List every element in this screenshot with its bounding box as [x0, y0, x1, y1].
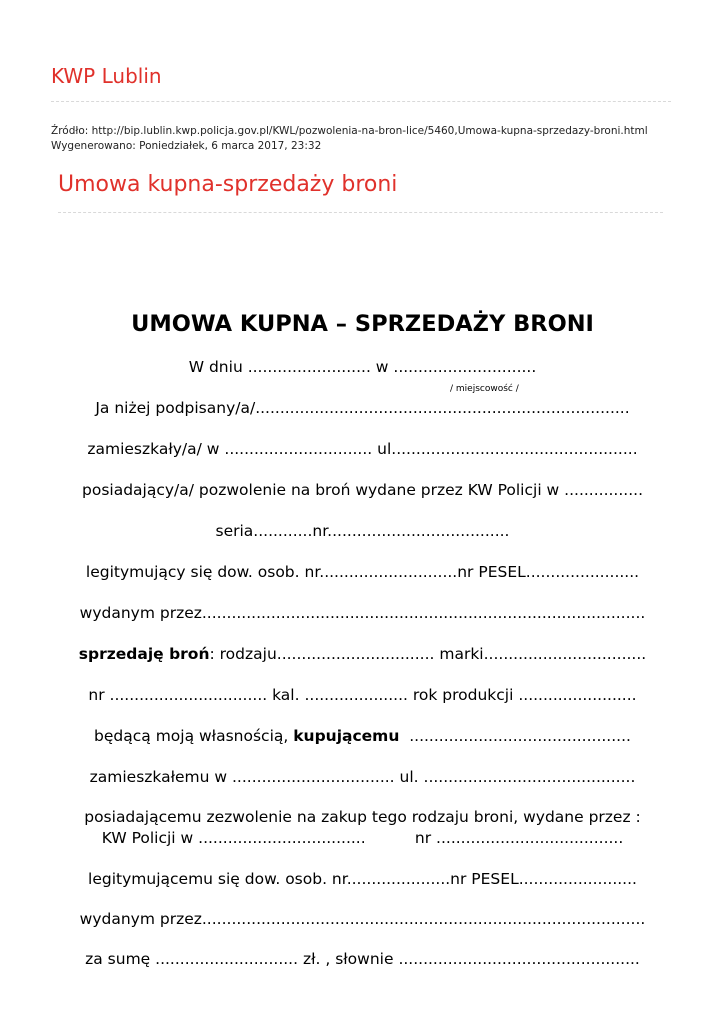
seller-id-line: legitymujący się dow. osob. nr............................nr PESEL.......................	[85, 563, 640, 581]
buyer-line	[0, 727, 725, 745]
document-title: Umowa kupna-sprzedaży broni	[58, 172, 398, 197]
weapon-details-line: nr ................................ kal. ..................... rok produkcji ........................	[88, 686, 637, 704]
header-divider	[51, 101, 671, 102]
buyer-id-issuer-line: wydanym przez..........................................................................................	[79, 910, 646, 928]
site-title: KWP Lublin	[51, 64, 162, 88]
meta-info	[51, 124, 648, 154]
buyer-address-line: zamieszkałemu w ................................. ul. ...........................................	[89, 768, 636, 786]
place-note: / miejscowość /	[450, 384, 519, 394]
buyer-permit-issuer-line: KW Policji w .................................. nr ......................................	[101, 829, 624, 847]
buyer-id-line: legitymującemu się dow. osob. nr.....................nr PESEL........................	[88, 870, 637, 888]
seller-permit-line: posiadający/a/ pozwolenie na broń wydane przez KW Policji w ................	[82, 481, 643, 499]
seller-name-line: Ja niżej podpisany/a/............................................................................	[95, 399, 630, 417]
date-place-line: W dniu ......................... w .............................	[188, 358, 537, 376]
seller-id-issuer-line: wydanym przez..........................................................................................	[79, 604, 646, 622]
ownership-text: będącą moją własnością,	[94, 727, 294, 745]
weapon-type-fields: : rodzaju................................ marki.................................	[209, 645, 647, 663]
seller-address-line: zamieszkały/a/ w .............................. ul..................................................	[87, 440, 638, 458]
source-line: Źródło: http://bip.lublin.kwp.policja.gov.pl/KWL/pozwolenia-na-bron-lice/5460,Umowa-kupna-sprzedazy-broni.html	[51, 125, 648, 137]
form-title: UMOWA KUPNA – SPRZEDAŻY BRONI	[131, 311, 594, 337]
generated-line: Wygenerowano: Poniedziałek, 6 marca 2017, 23:32	[51, 140, 322, 152]
weapon-type-line	[0, 645, 725, 663]
buyer-name-field: .............................................	[399, 727, 631, 745]
buyer-label: kupującemu	[293, 727, 400, 745]
price-line: za sumę ............................. zł. , słownie .................................................	[85, 950, 640, 968]
buyer-permit-line: posiadającemu zezwolenie na zakup tego rodzaju broni, wydane przez :	[84, 808, 641, 826]
seller-permit-series-line: seria............nr.....................................	[215, 522, 510, 540]
title-divider	[58, 212, 663, 213]
sell-weapon-label: sprzedaję broń	[78, 645, 210, 663]
